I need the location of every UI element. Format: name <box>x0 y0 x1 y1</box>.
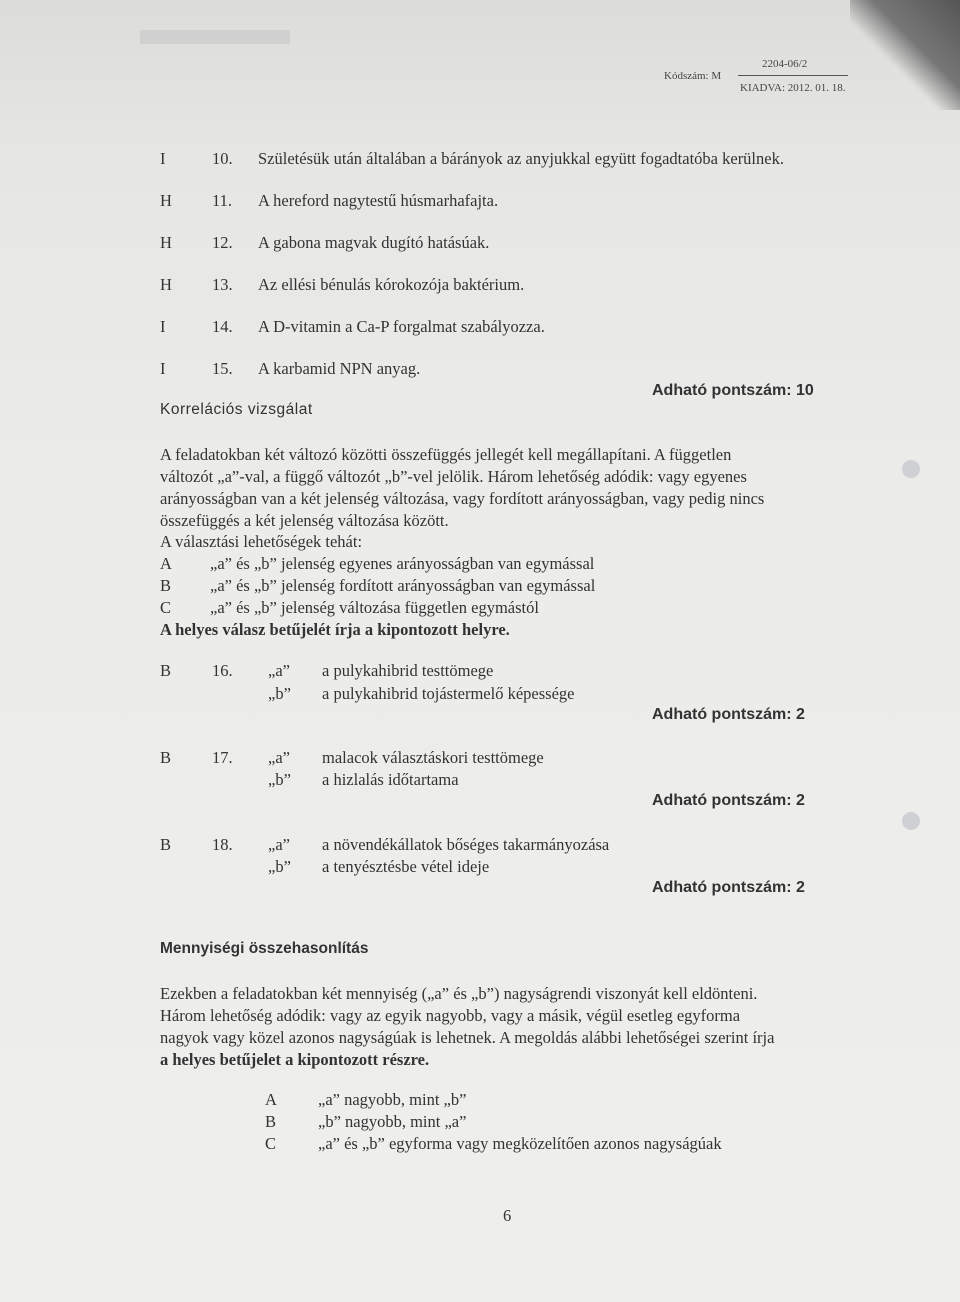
option-letter: C <box>160 598 172 617</box>
answer-letter: H <box>160 233 172 252</box>
b-label: „b” <box>268 684 291 703</box>
a-text: a növendékállatok bőséges takarmányozása <box>322 835 610 854</box>
score-label: Adható pontszám: 2 <box>652 706 805 723</box>
intro-line: változót „a”-val, a függő változót „b”-vel jelölik. Három lehetőség adódik: vagy egyenes <box>160 467 747 486</box>
intro-line: A feladatokban két változó közötti összefüggés jellegét kell megállapítani. A független <box>160 445 732 464</box>
answer-letter: I <box>160 359 166 378</box>
b-label: „b” <box>268 857 291 876</box>
b-text: a tenyésztésbe vétel ideje <box>322 857 490 876</box>
b-label: „b” <box>268 770 291 789</box>
punch-hole <box>902 812 920 830</box>
b-text: a pulykahibrid tojástermelő képessége <box>322 684 575 703</box>
option-text: „a” és „b” jelenség változása független egymástól <box>210 598 539 617</box>
option-letter: A <box>265 1090 277 1109</box>
option-text: „a” nagyobb, mint „b” <box>318 1090 467 1109</box>
item-number: 17. <box>212 748 233 767</box>
a-label: „a” <box>268 748 290 767</box>
answer-letter: B <box>160 661 172 680</box>
option-letter: B <box>160 576 172 595</box>
item-number: 15. <box>212 359 233 378</box>
page-number: 6 <box>503 1206 512 1225</box>
option-text: „a” és „b” jelenség fordított arányosságban van egymással <box>210 576 596 595</box>
answer-letter: I <box>160 149 166 168</box>
item-text: Az ellési bénulás kórokozója baktérium. <box>258 275 525 294</box>
intro-line: nagyok vagy közel azonos nagyságúak is lehetnek. A megoldás alábbi lehetőségei szerint írja <box>160 1028 775 1047</box>
item-number: 18. <box>212 835 233 854</box>
option-text: „b” nagyobb, mint „a” <box>318 1112 467 1131</box>
option-letter: B <box>265 1112 277 1131</box>
intro-bold: a helyes betűjelet a kipontozott részre. <box>160 1050 430 1069</box>
intro-line: összefüggés a két jelenség változása között. <box>160 511 449 530</box>
intro-line: arányosságban van a két jelenség változása, vagy fordított arányosságban, vagy pedig nincs <box>160 489 765 508</box>
item-text: A gabona magvak dugító hatásúak. <box>258 233 490 252</box>
a-text: malacok választáskori testtömege <box>322 748 544 767</box>
answer-letter: I <box>160 317 166 336</box>
item-text: Születésük után általában a bárányok az anyjukkal együtt fogadtatóba kerülnek. <box>258 149 784 168</box>
b-text: a hizlalás időtartama <box>322 770 459 789</box>
item-number: 13. <box>212 275 233 294</box>
option-text: „a” és „b” jelenség egyenes arányosságban van egymással <box>210 554 595 573</box>
item-text: A D-vitamin a Ca-P forgalmat szabályozza. <box>258 317 545 336</box>
folded-corner <box>850 0 960 110</box>
item-number: 16. <box>212 661 233 680</box>
instruction: A helyes válasz betűjelét írja a kipontozott helyre. <box>160 620 510 639</box>
bleed-through-text <box>140 30 290 44</box>
code-label: Kódszám: M <box>664 70 722 82</box>
item-number: 14. <box>212 317 233 336</box>
item-number: 12. <box>212 233 233 252</box>
option-text: „a” és „b” egyforma vagy megközelítően azonos nagyságúak <box>318 1134 722 1153</box>
answer-letter: B <box>160 835 172 854</box>
intro-line: Három lehetőség adódik: vagy az egyik nagyobb, vagy a másik, végül esetleg egyforma <box>160 1006 741 1025</box>
item-number: 11. <box>212 191 233 210</box>
answer-letter: H <box>160 191 172 210</box>
section-title: Mennyiségi összehasonlítás <box>160 940 369 957</box>
option-letter: C <box>265 1134 277 1153</box>
score-label: Adható pontszám: 10 <box>652 382 814 399</box>
options-intro: A választási lehetőségek tehát: <box>160 532 363 551</box>
score-label: Adható pontszám: 2 <box>652 879 805 896</box>
section-title: Korrelációs vizsgálat <box>160 401 313 418</box>
answer-letter: H <box>160 275 172 294</box>
issue-date: KIADVA: 2012. 01. 18. <box>740 82 846 94</box>
item-number: 10. <box>212 149 233 168</box>
item-text: A hereford nagytestű húsmarhafajta. <box>258 191 499 210</box>
a-label: „a” <box>268 661 290 680</box>
item-text: A karbamid NPN anyag. <box>258 359 421 378</box>
score-label: Adható pontszám: 2 <box>652 792 805 809</box>
a-text: a pulykahibrid testtömege <box>322 661 494 680</box>
answer-letter: B <box>160 748 172 767</box>
a-label: „a” <box>268 835 290 854</box>
option-letter: A <box>160 554 172 573</box>
header-rule <box>738 75 848 76</box>
punch-hole <box>902 460 920 478</box>
intro-line: Ezekben a feladatokban két mennyiség („a” és „b”) nagyságrendi viszonyát kell eldönteni. <box>160 984 758 1003</box>
code-number: 2204-06/2 <box>762 58 808 70</box>
